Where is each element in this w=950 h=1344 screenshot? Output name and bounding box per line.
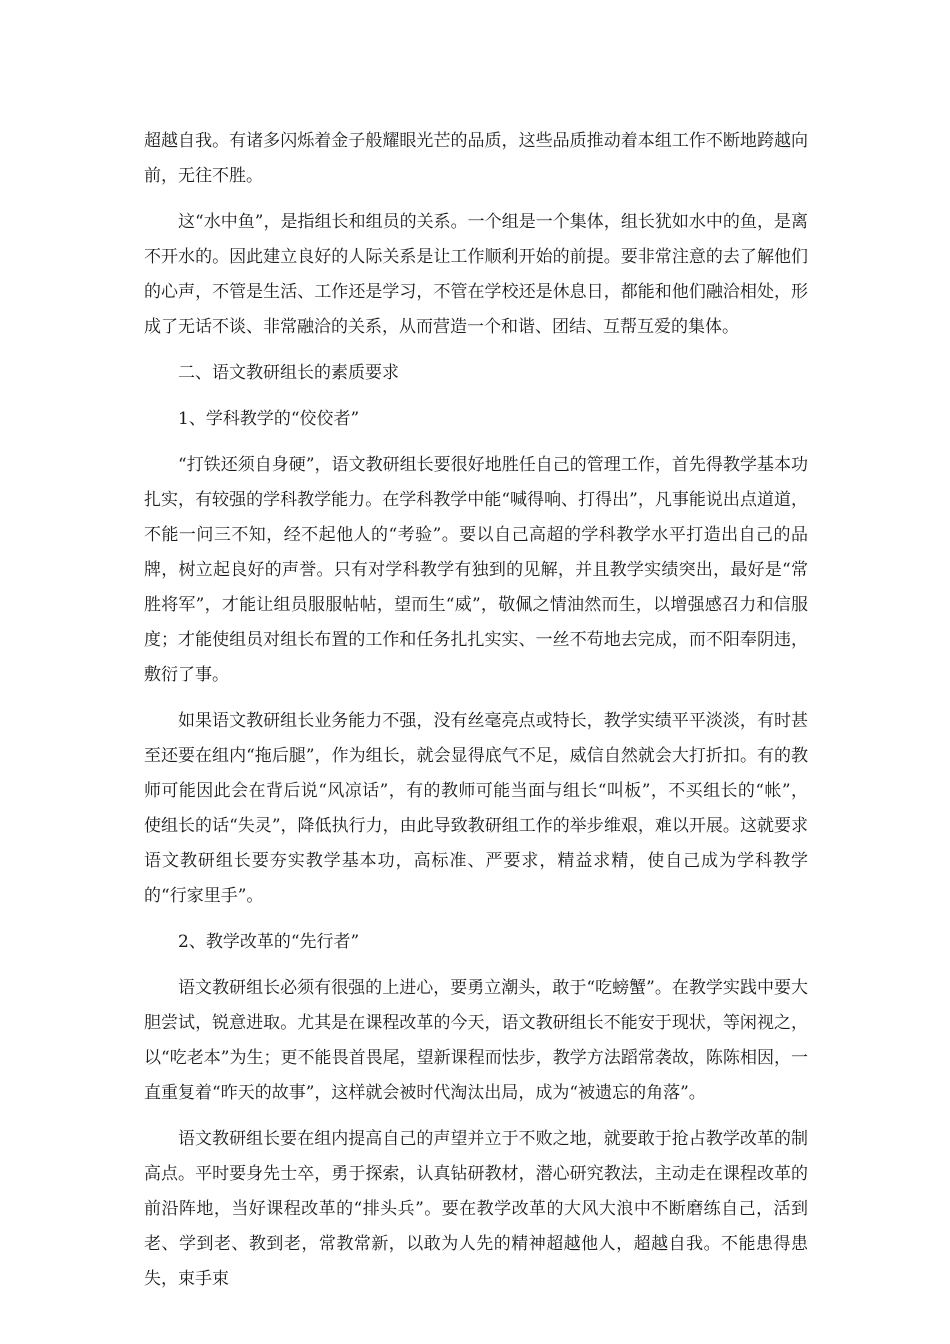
paragraph-fish-in-water: 这“水中鱼”，是指组长和组员的关系。一个组是一个集体，组长犹如水中的鱼，是离不开水的。因此建立良好的人际关系是让工作顺利开始的前提。要非常注意的去了解他们的心声，不管是生活、工作还是学习，不管在学校还是休息日，都能和他们融洽相处，形成了无话不谈、非常融洽的关系，从而营造一个和谐、团结、互帮互爱的集体。: [144, 212, 808, 337]
section-heading-qualities: 二、语文教研组长的素质要求: [178, 363, 399, 383]
document-body: [144, 124, 808, 1308]
paragraph-ambition: 语文教研组长必须有很强的上进心，要勇立潮头，敢于“吃螃蟹”。在教学实践中要大胆尝试，锐意进取。尤其是在课程改革的今天，语文教研组长不能安于现状，等闲视之，以“吃老本”为生；更不能畏首畏尾，望新课程而怯步，教学方法蹈常袭故，陈陈相因，一直重复着“昨天的故事”，这样就会被时代淘汰出局，成为“被遗忘的角落”。: [144, 978, 808, 1103]
subheading-reform-pioneer: 2、教学改革的“先行者”: [178, 932, 360, 952]
paragraph-continuation: 超越自我。有诸多闪烁着金子般耀眼光芒的品质，这些品质推动着本组工作不断地跨越向前，无往不胜。: [144, 131, 808, 186]
paragraph-weak-ability: 如果语文教研组长业务能力不强，没有丝毫亮点或特长，教学实绩平平淡淡，有时甚至还要在组内“拖后腿”，作为组长，就会显得底气不足，威信自然就会大打折扣。有的教师可能因此会在背后说“风凉话”，有的教师可能当面与组长“叫板”，不买组长的“帐”，使组长的话“失灵”，降低执行力，由此导致教研组工作的举步维艰，难以开展。这就要求语文教研组长要夯实教学基本功，高标准、严要求，精益求精，使自己成为学科教学的“行家里手”。: [144, 711, 808, 906]
paragraph-strong-skills: “打铁还须自身硬”，语文教研组长要很好地胜任自己的管理工作，首先得教学基本功扎实，有较强的学科教学能力。在学科教学中能“喊得响、打得出”，凡事能说出点道道，不能一问三不知，经不起他人的“考验”。要以自己高超的学科教学水平打造出自己的品牌，树立起良好的声誉。只有对学科教学有独到的见解，并且教学实绩突出，最好是“常胜将军”，才能让组员服服帖帖，望而生“威”，敬佩之情油然而生，以增强感召力和信服度；才能使组员对组长布置的工作和任务扎扎实实、一丝不苟地去完成，而不阳奉阴违，敷衍了事。: [144, 455, 808, 685]
paragraph-reform-leadership: 语文教研组长要在组内提高自己的声望并立于不败之地，就要敢于抢占教学改革的制高点。平时要身先士卒，勇于探索，认真钻研教材，潜心研究教法，主动走在课程改革的前沿阵地，当好课程改革的“排头兵”。要在教学改革的大风大浪中不断磨练自己，活到老、学到老、教到老，常教常新，以敢为人先的精神超越他人，超越自我。不能患得患失，束手束: [144, 1129, 808, 1289]
subheading-subject-teaching: 1、学科教学的“佼佼者”: [178, 409, 360, 429]
